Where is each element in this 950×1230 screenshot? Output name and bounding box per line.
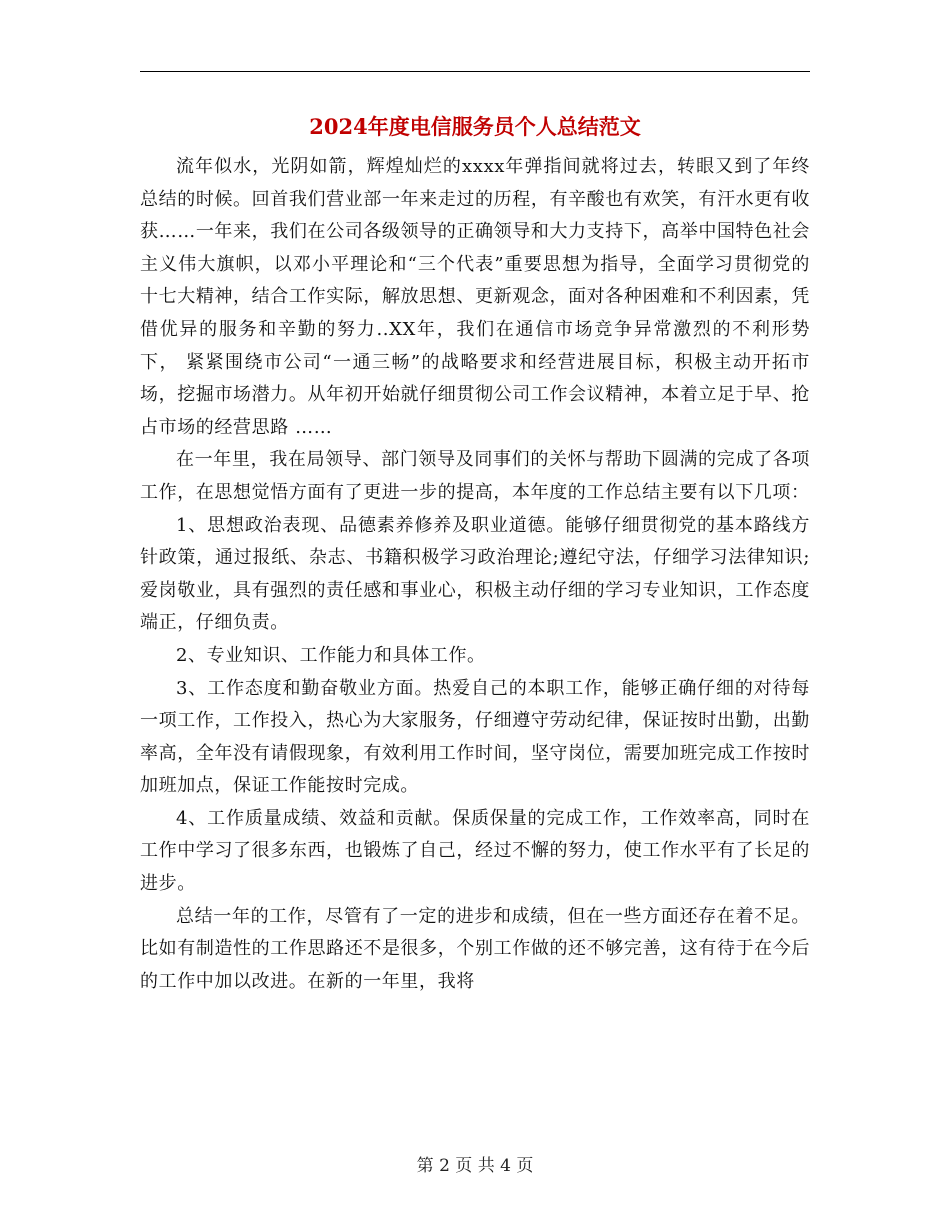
paragraph-conclusion: 总结一年的工作，尽管有了一定的进步和成绩，但在一些方面还存在着不足。比如有制造性的工作思路还不是很多，个别工作做的还不够完善，这有待于在今后的工作中加以改进。在新的一年里，我将 <box>140 905 810 992</box>
document-title: 2024年度电信服务员个人总结范文 <box>309 114 641 139</box>
paragraph-item-4: 4、工作质量成绩、效益和贡献。保质保量的完成工作，工作效率高，同时在工作中学习了很多东西，也锻炼了自己，经过不懈的努力，使工作水平有了长足的进步。 <box>140 807 810 895</box>
paragraph-item-1: 1、思想政治表现、品德素养修养及职业道德。能够仔细贯彻党的基本路线方针政策，通过报纸、杂志、书籍积极学习政治理论;遵纪守法，仔细学习法律知识;爱岗敬业，具有强烈的责任感和事业心，积极主动仔细的学习专业知识，工作态度端正，仔细负责。 <box>140 514 810 634</box>
header-rule <box>140 71 810 72</box>
paragraph-item-2: 2、专业知识、工作能力和具体工作。 <box>176 644 486 666</box>
document-body <box>140 151 810 998</box>
paragraph-summary-lead: 在一年里，我在局领导、部门领导及同事们的关怀与帮助下圆满的完成了各项工作，在思想觉悟方面有了更进一步的提高，本年度的工作总结主要有以下几项： <box>140 449 810 503</box>
page-number-footer: 第 2 页 共 4 页 <box>416 1156 534 1176</box>
paragraph-intro: 流年似水，光阴如箭，辉煌灿烂的xxxx年弹指间就将过去，转眼又到了年终总结的时候。回首我们营业部一年来走过的历程，有辛酸也有欢笑，有汗水更有收获……一年来，我们在公司各级领导的正确领导和大力支持下，高举中国特色社会主义伟大旗帜，以邓小平理论和“三个代表”重要思想为指导，全面学习贯彻党的十七大精神，结合工作实际，解放思想、更新观念，面对各种困难和不利因素，凭借优异的服务和辛勤的努力..XX年，我们在通信市场竞争异常激烈的不利形势下， 紧紧围绕市公司“一通三畅”的战略要求和经营进展目标，积极主动开拓市场，挖掘市场潜力。从年初开始就仔细贯彻公司工作会议精神，本着立足于早、抢占市场的经营思路 …… <box>140 156 810 438</box>
paragraph-item-3: 3、工作态度和勤奋敬业方面。热爱自己的本职工作，能够正确仔细的对待每一项工作，工作投入，热心为大家服务，仔细遵守劳动纪律，保证按时出勤，出勤率高，全年没有请假现象，有效利用工作时间，坚守岗位，需要加班完成工作按时加班加点，保证工作能按时完成。 <box>140 677 810 797</box>
